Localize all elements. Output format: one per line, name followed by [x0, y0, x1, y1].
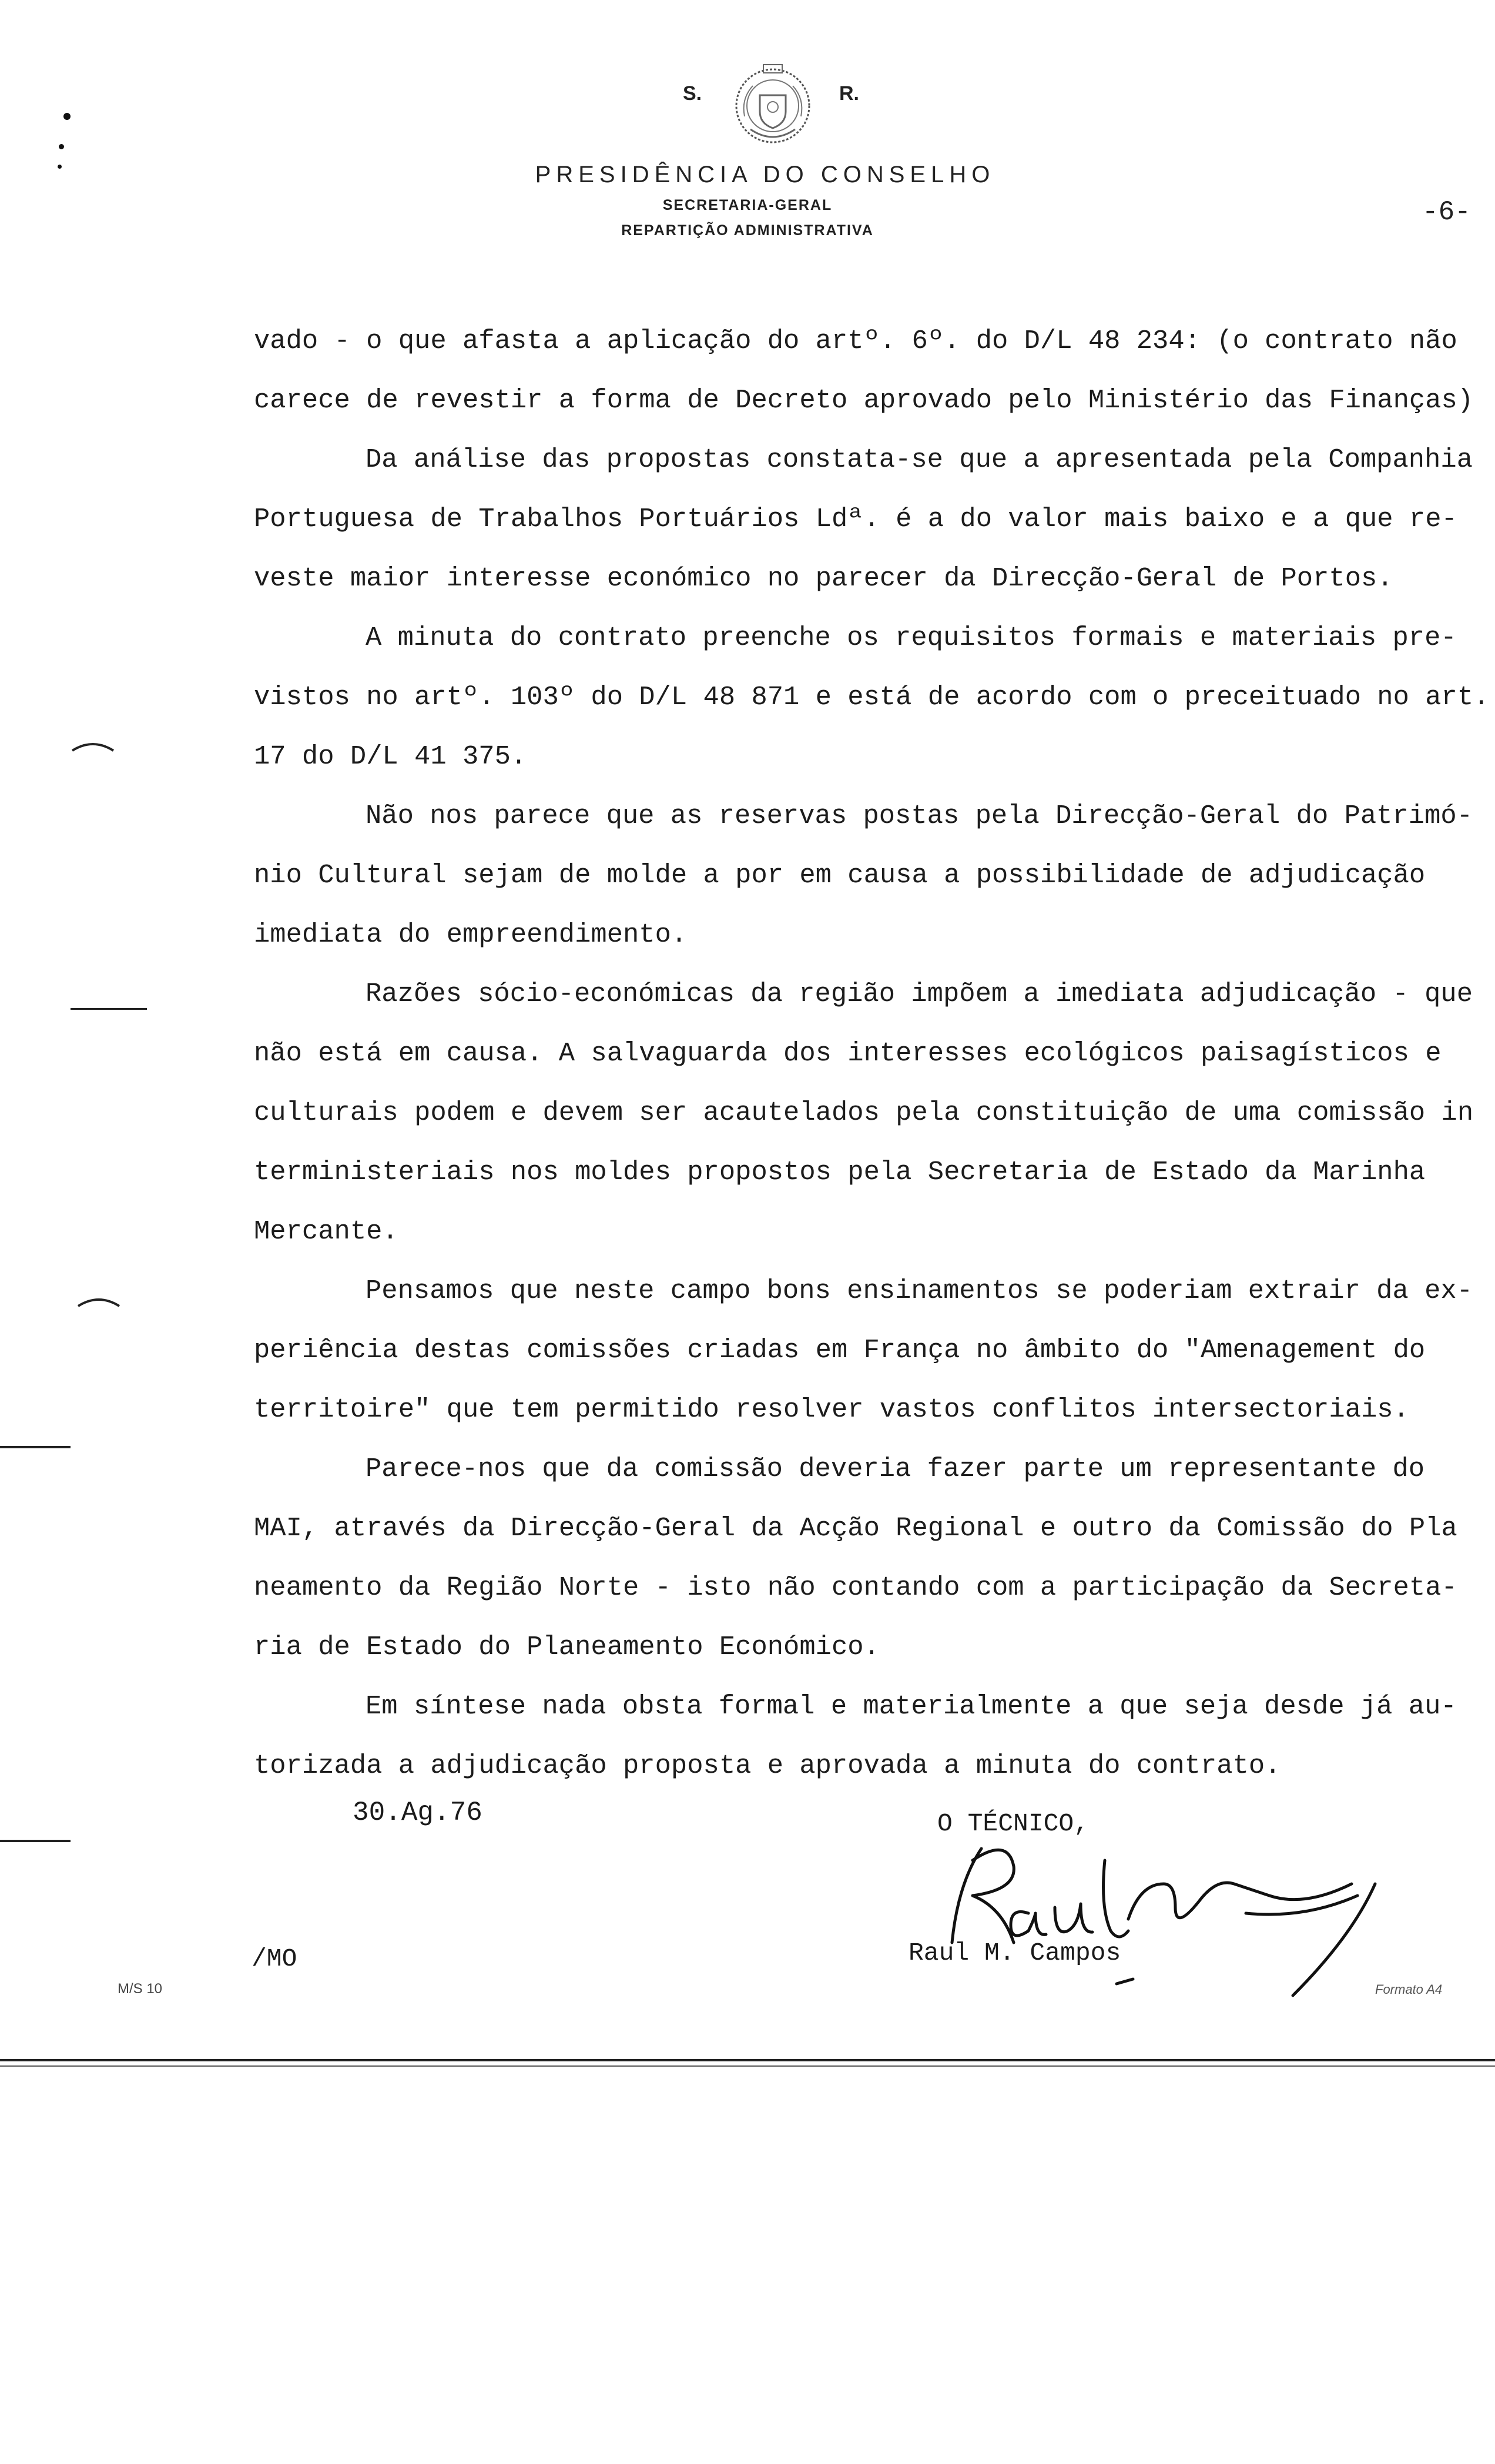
- page-bottom-rule: [0, 2065, 1495, 2067]
- body-line: vado - o que afasta a aplicação do artº. 6º. do D/L 48 234: (o contrato não: [254, 326, 1457, 356]
- body-line: nio Cultural sejam de molde a por em causa a possibilidade de adjudicação: [254, 860, 1426, 890]
- body-line: periência destas comissões criadas em França no âmbito do "Amenagement do: [254, 1335, 1426, 1365]
- body-line: imediata do empreendimento.: [254, 919, 688, 950]
- letterhead-title: PRESIDÊNCIA DO CONSELHO: [535, 162, 995, 188]
- signatory-role: O TÉCNICO,: [937, 1809, 1090, 1838]
- page-number: -6-: [1422, 197, 1471, 227]
- body-line: Portuguesa de Trabalhos Portuários Ldª. é a do valor mais baixo e a que re-: [254, 504, 1457, 534]
- body-line: terministeriais nos moldes propostos pela Secretaria de Estado da Marinha: [254, 1157, 1426, 1187]
- body-line: A minuta do contrato preenche os requisitos formais e materiais pre-: [366, 622, 1457, 653]
- body-line: vistos no artº. 103º do D/L 48 871 e está de acordo com o preceituado no art.: [254, 682, 1490, 712]
- body-line: neamento da Região Norte - isto não contando com a participação da Secreta-: [254, 1572, 1457, 1603]
- body-line: ria de Estado do Planeamento Económico.: [254, 1632, 880, 1662]
- hole-punch-mark: [63, 113, 71, 120]
- coat-of-arms-seal-icon: [714, 47, 832, 165]
- body-line: Pensamos que neste campo bons ensinamentos se poderiam extrair da ex-: [366, 1275, 1473, 1306]
- margin-arc-mark: [69, 738, 116, 755]
- letterhead-subtitle: SECRETARIA-GERAL: [662, 197, 833, 213]
- body-line: Razões sócio-económicas da região impõem a imediata adjudicação - que: [366, 979, 1473, 1009]
- body-line: veste maior interesse económico no parecer da Direcção-Geral de Portos.: [254, 563, 1393, 594]
- body-line: culturais podem e devem ser acautelados pela constituição de uma comissão in: [254, 1097, 1474, 1128]
- letterhead-department: REPARTIÇÃO ADMINISTRATIVA: [621, 222, 874, 239]
- format-label: Formato A4: [1375, 1982, 1443, 1997]
- page-bottom-rule: [0, 2059, 1495, 2061]
- body-line: territoire" que tem permitido resolver vastos conflitos intersectoriais.: [254, 1394, 1409, 1425]
- body-line: não está em causa. A salvaguarda dos interesses ecológicos paisagísticos e: [254, 1038, 1442, 1069]
- margin-mark: [0, 1840, 71, 1842]
- body-line: 17 do D/L 41 375.: [254, 741, 527, 772]
- body-line: Em síntese nada obsta formal e materialmente a que seja desde já au-: [366, 1691, 1457, 1722]
- signatory-name: Raul M. Campos: [909, 1939, 1121, 1967]
- margin-arc-mark: [75, 1293, 122, 1311]
- hole-punch-mark: [59, 144, 64, 149]
- form-code: M/S 10: [118, 1981, 163, 1997]
- body-line: Mercante.: [254, 1216, 398, 1247]
- body-line: carece de revestir a forma de Decreto aprovado pelo Ministério das Finanças): [254, 385, 1474, 416]
- handwritten-signature-icon: [917, 1796, 1387, 2007]
- hole-punch-mark: [58, 165, 62, 169]
- document-date: 30.Ag.76: [353, 1797, 482, 1828]
- typist-initials: /MO: [252, 1944, 297, 1973]
- body-line: Não nos parece que as reservas postas pela Direcção-Geral do Patrimó-: [366, 801, 1473, 831]
- body-line: Parece-nos que da comissão deveria fazer parte um representante do: [366, 1454, 1425, 1484]
- body-line: torizada a adjudicação proposta e aprovada a minuta do contrato.: [254, 1750, 1281, 1781]
- letterhead-right-initial: R.: [839, 82, 859, 105]
- document-body: [254, 312, 1490, 1796]
- body-line: Da análise das propostas constata-se que a apresentada pela Companhia: [366, 444, 1473, 475]
- body-line: MAI, através da Direcção-Geral da Acção Regional e outro da Comissão do Pla: [254, 1513, 1457, 1544]
- margin-mark: [0, 1446, 71, 1448]
- letterhead-left-initial: S.: [683, 82, 702, 105]
- margin-mark: [71, 1008, 147, 1010]
